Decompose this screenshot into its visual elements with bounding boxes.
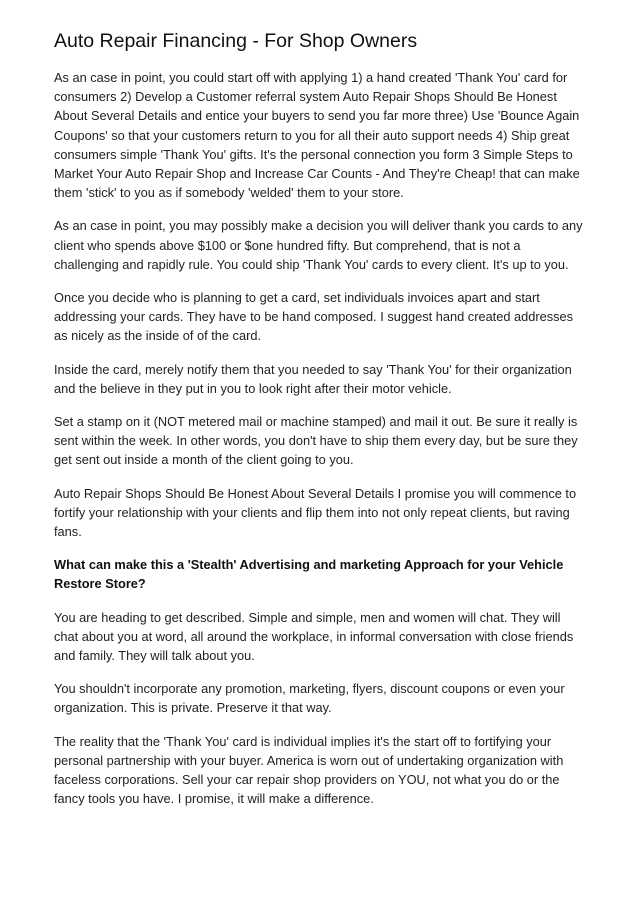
section-heading: What can make this a 'Stealth' Advertising and marketing Approach for your Vehicle Restore Store? <box>54 557 564 592</box>
paragraph: Auto Repair Shops Should Be Honest About Several Details I promise you will commence to fortify your relationship with your clients and flip them into not only repeat clients, but raving fans. <box>54 485 577 540</box>
paragraph: You are heading to get described. Simple and simple, men and women will chat. They will chat about you at word, all around the workplace, in informal conversation with close friends and family. They will talk about you. <box>54 609 574 664</box>
paragraph: As an case in point, you may possibly make a decision you will deliver thank you cards to any client who spends above $100 or $one hundred fifty. But comprehend, that is not a challenging and rapidly rule. You could ship 'Thank You' cards to every client. It's up to you. <box>54 218 583 272</box>
paragraph: Inside the card, merely notify them that you needed to say 'Thank You' for their organization and the believe in they put in you to look right after their motor vehicle. <box>54 361 572 396</box>
paragraph: Set a stamp on it (NOT metered mail or machine stamped) and mail it out. Be sure it really is sent within the week. In other words, you don't have to ship them every day, but be sure they get sent out inside a month of the client going to you. <box>54 414 578 468</box>
paragraph: Once you decide who is planning to get a card, set individuals invoices apart and start addressing your cards. They have to be hand composed. I suggest hand created addresses as nicely as the inside of of the card. <box>54 290 574 344</box>
document-body <box>54 68 584 809</box>
paragraph: The reality that the 'Thank You' card is individual implies it's the start off to fortifying your personal partnership with your buyer. America is worn out of undertaking organization with faceless corporations. Sell your car repair shop providers on YOU, not what you do or the fancy tools you have. I promise, it will make a difference. <box>54 733 564 807</box>
document-title: Auto Repair Financing - For Shop Owners <box>54 30 418 52</box>
paragraph: You shouldn't incorporate any promotion, marketing, flyers, discount coupons or even your organization. This is private. Preserve it that way. <box>54 681 565 716</box>
paragraph: As an case in point, you could start off with applying 1) a hand created 'Thank You' card for consumers 2) Develop a Customer referral system Auto Repair Shops Should Be Honest About Several Details and entice your buyers to send you far more three) Use 'Bounce Again Coupons' so that your customers return to you for all their auto support needs 4) Ship great consumers simple 'Thank You' gifts. It's the personal connection you form 3 Simple Steps to Market Your Auto Repair Shop and Increase Car Counts - And They're Cheap! that can make them 'stick' to you as if somebody 'welded' them to your store. <box>54 70 580 201</box>
document-page <box>54 28 584 823</box>
